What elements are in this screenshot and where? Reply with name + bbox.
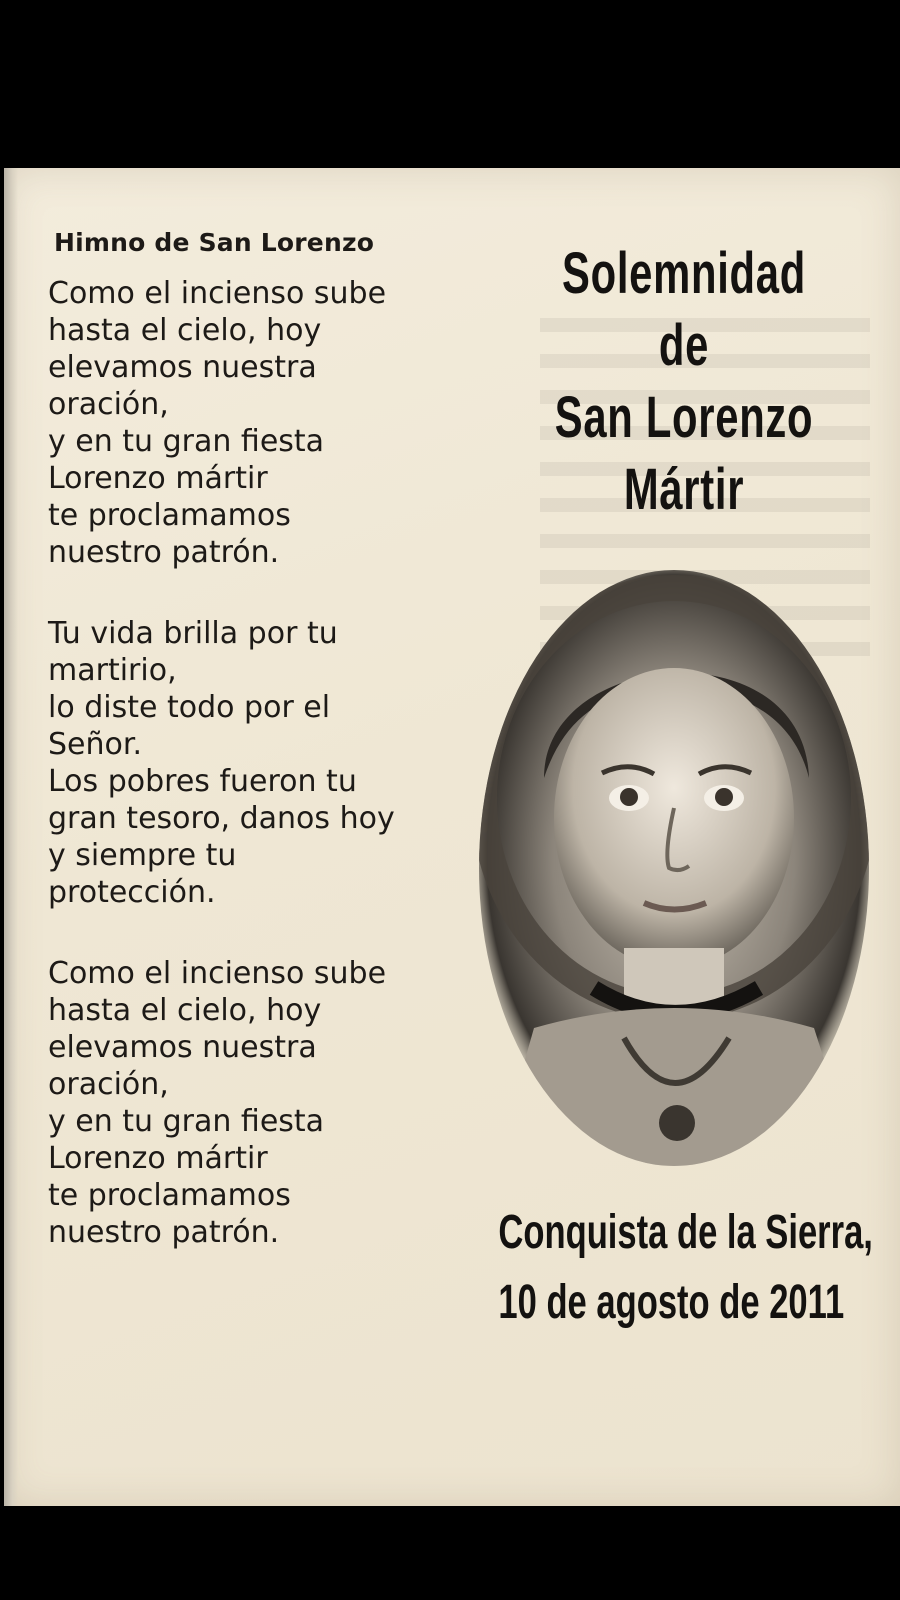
cover-title-line: Mártir: [623, 457, 745, 522]
stanza-3: [48, 955, 448, 1251]
stanza-line: Lorenzo mártir: [48, 1141, 268, 1176]
stanza-line: Los pobres fueron tu: [48, 764, 357, 799]
prayer-card: [4, 168, 900, 1506]
cover-title-line: San Lorenzo: [554, 385, 814, 450]
stanza-line: y siempre tu: [48, 838, 237, 873]
stanza-line: Señor.: [48, 727, 142, 762]
hymn-column: [48, 228, 448, 1295]
stanza-line: Lorenzo mártir: [48, 461, 268, 496]
date-text: 10 de agosto de 2011: [498, 1276, 845, 1329]
paper-edge: [4, 168, 18, 1506]
stanza-line: y en tu gran fiesta: [48, 1104, 325, 1139]
saint-portrait: [474, 568, 874, 1168]
stanza-line: protección.: [48, 875, 216, 910]
stanza-line: elevamos nuestra: [48, 1030, 317, 1065]
stanza-line: nuestro patrón.: [48, 1215, 280, 1250]
cover-title: [474, 238, 894, 526]
place-and-date: [434, 1198, 894, 1338]
stanza-line: y en tu gran fiesta: [48, 424, 325, 459]
stanza-line: gran tesoro, danos hoy: [48, 801, 395, 836]
stanza-line: hasta el cielo, hoy: [48, 313, 322, 348]
hymn-title: Himno de San Lorenzo: [54, 228, 375, 257]
stanza-1: [48, 275, 448, 571]
stanza-line: Como el incienso sube: [48, 276, 387, 311]
stanza-line: lo diste todo por el: [48, 690, 331, 725]
stanza-line: martirio,: [48, 653, 177, 688]
stanza-line: hasta el cielo, hoy: [48, 993, 322, 1028]
stanza-line: oración,: [48, 1067, 169, 1102]
stanza-2: [48, 615, 448, 911]
cover-title-line: Solemnidad de: [562, 241, 806, 378]
stanza-line: te proclamamos: [48, 498, 291, 533]
portrait-icon: [474, 568, 874, 1168]
stanza-line: oración,: [48, 387, 169, 422]
stanza-line: te proclamamos: [48, 1178, 291, 1213]
stanza-line: elevamos nuestra: [48, 350, 317, 385]
stanza-line: Como el incienso sube: [48, 956, 387, 991]
place-text: Conquista de la Sierra,: [498, 1206, 873, 1259]
stanza-line: nuestro patrón.: [48, 535, 280, 570]
stanza-line: Tu vida brilla por tu: [48, 616, 338, 651]
